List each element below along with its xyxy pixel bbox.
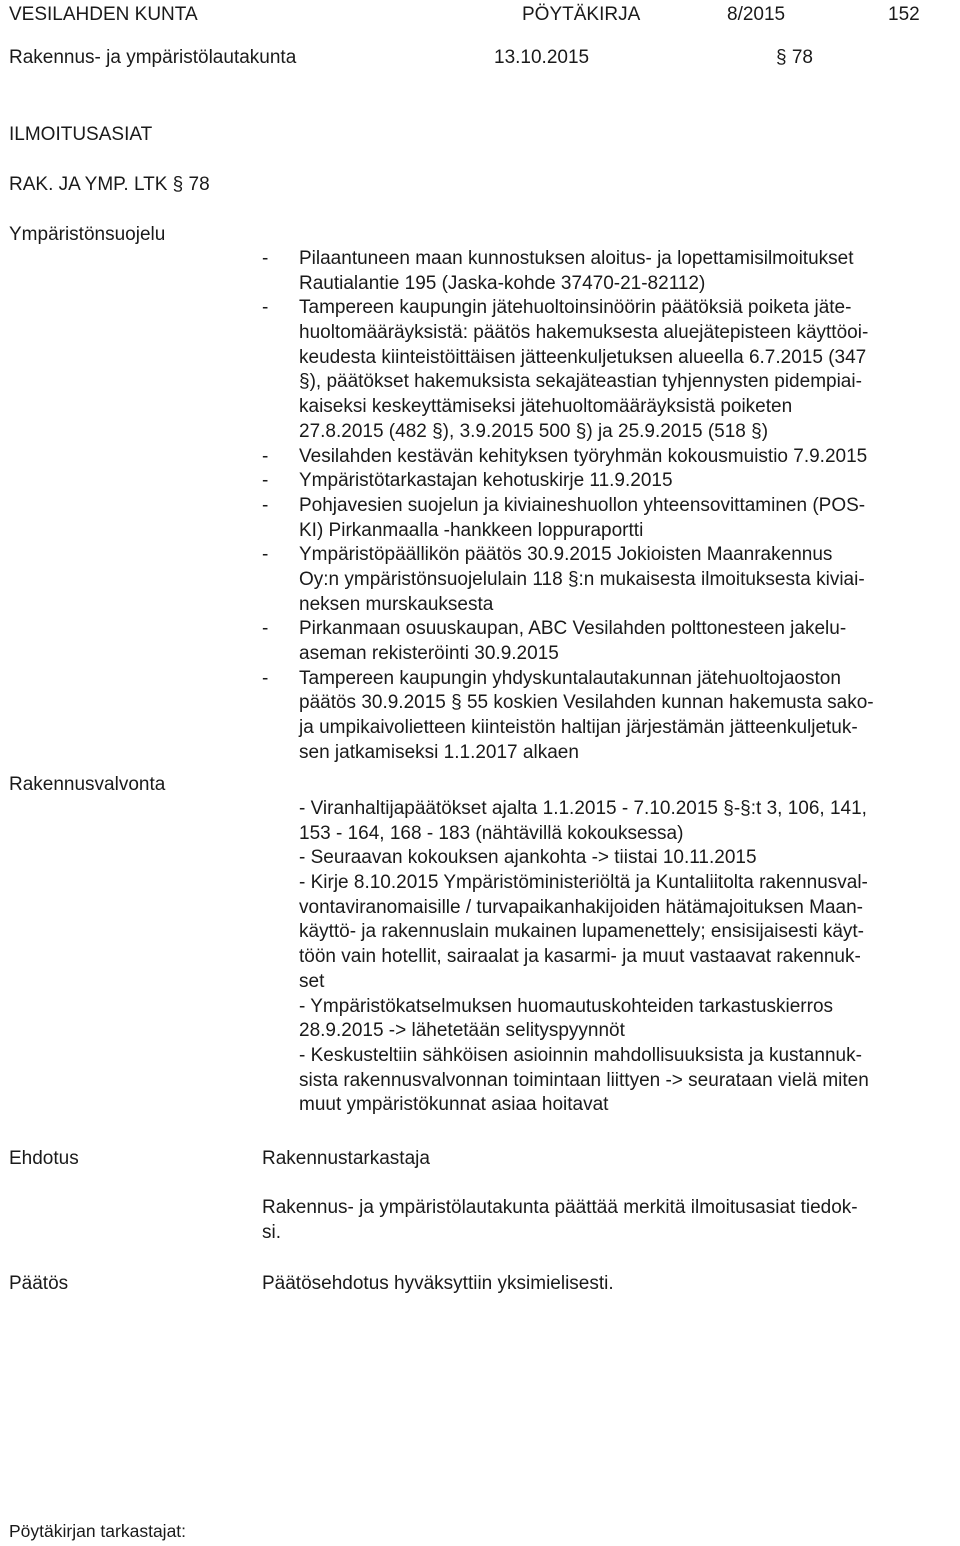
page-number: 152: [888, 4, 920, 25]
building-control-items: [299, 797, 869, 1118]
list-item-continuation: 153 - 164, 168 - 183 (nähtävillä kokouksessa): [299, 822, 684, 844]
decision-text: Päätösehdotus hyväksyttiin yksimielisesti.: [262, 1273, 614, 1294]
list-item: - Kirje 8.10.2015 Ympäristöministeriöltä ja Kuntaliitolta rakennusval-: [299, 872, 868, 894]
list-item: - Keskusteltiin sähköisen asioinnin mahdollisuuksista ja kustannuk-: [299, 1044, 862, 1066]
list-item-continuation: 27.8.2015 (482 §), 3.9.2015 500 §) ja 25.9.2015 (518 §): [299, 420, 769, 442]
list-item: - Pirkanmaan osuuskaupan, ABC Vesilahden polttonesteen jakelu-: [262, 618, 847, 640]
list-item: - Seuraavan kokouksen ajankohta -> tiistai 10.11.2015: [299, 847, 757, 869]
proposal-line: si.: [262, 1221, 281, 1243]
list-item-continuation: aseman rekisteröinti 30.9.2015: [299, 643, 559, 664]
list-item: - Viranhaltijapäätökset ajalta 1.1.2015 - 7.10.2015 §-§:t 3, 106, 141,: [299, 798, 867, 819]
proposal-label: Ehdotus: [9, 1148, 79, 1169]
decision-label: Päätös: [9, 1273, 69, 1294]
list-item-continuation: sista rakennusvalvonnan toimintaan liittyen -> seurataan vielä miten: [299, 1069, 869, 1091]
list-item: - Ympäristökatselmuksen huomautuskohteiden tarkastuskierros: [299, 995, 834, 1017]
list-item: - Tampereen kaupungin yhdyskuntalautakunnan jätehuoltojaoston: [262, 667, 841, 689]
list-item-continuation: set: [299, 970, 325, 992]
doc-number: 8/2015: [727, 4, 786, 25]
list-item-continuation: KI) Pirkanmaalla -hankkeen loppuraportti: [299, 519, 644, 541]
list-item-continuation: sen jatkamiseksi 1.1.2017 alkaen: [299, 741, 579, 763]
proposer-name: Rakennustarkastaja: [262, 1148, 430, 1169]
list-item: - Tampereen kaupungin jätehuoltoinsinöörin päätöksiä poiketa jäte-: [262, 297, 852, 319]
committee-name: Rakennus- ja ympäristölautakunta: [9, 47, 297, 68]
list-item: - Pohjavesien suojelun ja kiviaineshuollon yhteensovittaminen (POS-: [262, 494, 866, 516]
doc-type: PÖYTÄKIRJA: [522, 4, 641, 25]
list-item-continuation: keudesta kiinteistöittäisen jätteenkuljetuksen alueella 6.7.2015 (347: [299, 346, 867, 368]
section-reference: RAK. JA YMP. LTK § 78: [9, 174, 210, 195]
list-item-continuation: vontaviranomaisille / turvapaikanhakijoiden hätämajoituksen Maan-: [299, 896, 863, 918]
list-item-continuation: päätös 30.9.2015 § 55 koskien Vesilahden kunnan hakemusta sako-: [299, 692, 874, 714]
list-item-continuation: §), päätökset hakemuksista sekajäteastian tyhjennysten pidempiai-: [299, 371, 862, 393]
proposal-line: Rakennus- ja ympäristölautakunta päättää merkitä ilmoitusasiat tiedok-: [262, 1197, 858, 1218]
list-item-continuation: 28.9.2015 -> lähetetään selityspyynnöt: [299, 1020, 625, 1042]
page-title: ILMOITUSASIAT: [9, 124, 153, 145]
list-item-continuation: neksen murskauksesta: [299, 593, 494, 615]
org-name: VESILAHDEN KUNTA: [9, 4, 198, 25]
list-item: - Pilaantuneen maan kunnostuksen aloitus- ja lopettamisilmoitukset: [262, 248, 854, 269]
list-item-continuation: muut ympäristökunnat asiaa hoitavat: [299, 1094, 609, 1116]
list-item-continuation: Rautialantie 195 (Jaska-kohde 37470-21-82112): [299, 272, 706, 294]
meeting-date: 13.10.2015: [494, 47, 590, 68]
section-number: § 78: [776, 47, 813, 68]
list-item-continuation: käyttö- ja rakennuslain mukainen lupamenettely; ensisijaisesti käyt-: [299, 921, 864, 943]
list-item-continuation: töön vain hotellit, sairaalat ja kasarmi- ja muut vastaavat rakennuk-: [299, 946, 861, 968]
proposal-text: [262, 1196, 858, 1245]
list-item-continuation: Oy:n ympäristönsuojelulain 118 §:n mukaisesta ilmoituksesta kiviai-: [299, 568, 865, 590]
list-item-continuation: ja umpikaivolietteen kiinteistön haltijan järjestämän jätteenkuljetuk-: [299, 717, 858, 739]
building-control-label: Rakennusvalvonta: [9, 774, 166, 795]
reviewers-label: Pöytäkirjan tarkastajat:: [9, 1521, 187, 1541]
list-item: - Ympäristötarkastajan kehotuskirje 11.9.2015: [262, 470, 673, 492]
list-item: - Ympäristöpäällikön päätös 30.9.2015 Jokioisten Maanrakennus: [262, 544, 833, 566]
list-item-continuation: kaiseksi keskeyttämiseksi jätehuoltomääräyksistä poiketen: [299, 396, 793, 418]
list-item-continuation: huoltomääräyksistä: päätös hakemuksesta aluejätepisteen käyttöoi-: [299, 322, 869, 344]
list-item: - Vesilahden kestävän kehityksen työryhmän kokousmuistio 7.9.2015: [262, 445, 868, 467]
environment-items: [262, 247, 874, 765]
environment-label: Ympäristönsuojelu: [9, 224, 166, 245]
